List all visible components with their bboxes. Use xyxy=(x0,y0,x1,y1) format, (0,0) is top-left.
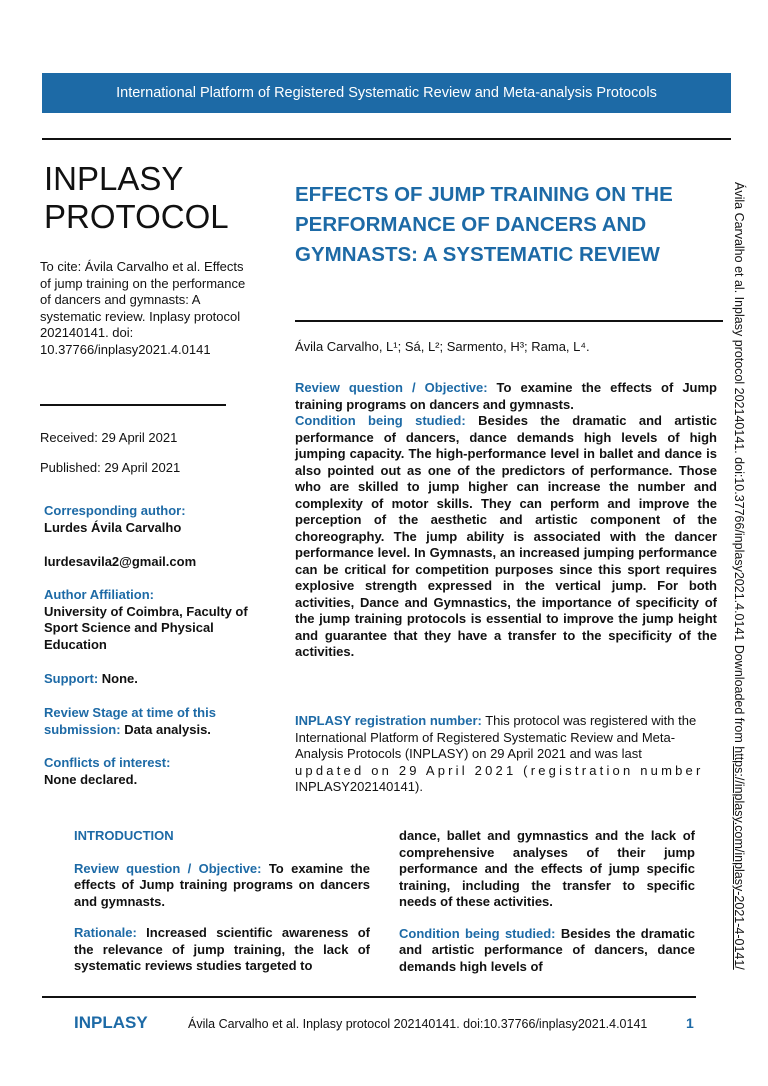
download-note-text: Ávila Carvalho et al. Inplasy protocol 202140141. doi:10.37766/inplasy2021.4.0141 Downloaded from xyxy=(732,182,746,747)
author-affiliation xyxy=(44,587,256,653)
abstract xyxy=(295,380,717,661)
author-email[interactable]: lurdesavila2@gmail.com xyxy=(44,554,197,569)
conflicts xyxy=(44,755,256,788)
rq-label: Review question / Objective: xyxy=(295,380,488,395)
published-date: Published: 29 April 2021 xyxy=(40,460,181,475)
review-stage xyxy=(44,705,256,738)
received-date: Received: 29 April 2021 xyxy=(40,430,178,445)
condition-text: Besides the dramatic and artistic performance of dancers, dance demands high levels of high jumping capacity. The high-performance level in ballet and dance is also pointed out as one of the predictors of performance. Those who are skilled to jump higher can increase the number and complexity of motor skills. They can perform and improve the perception of the aesthetic and artistic component of the choreography. The jump ability is associated with the dancer performance level. In Gymnasts, an increased jumping performance can be critical for competition purposes since this sport requires explosive strength expressed in the vertical jump. For both activities, Dance and Gymnastics, the importance of specificity of the jump training protocols is essential to improve the jump height and guarantee that they have a transfer to the specificity of the activities. xyxy=(295,413,717,659)
stage-label: Review Stage at time of this submission: xyxy=(44,705,216,737)
protocol-brand xyxy=(44,160,229,236)
footer-brand: INPLASY xyxy=(74,1013,148,1032)
rationale-label: Rationale: xyxy=(74,925,137,940)
intro-rq xyxy=(74,861,370,911)
registration-label: INPLASY registration number: xyxy=(295,713,482,728)
intro-condition xyxy=(399,926,695,976)
condition-label: Condition being studied: xyxy=(295,413,466,428)
stage-text: Data analysis. xyxy=(120,721,211,737)
corresponding-name: Lurdes Ávila Carvalho xyxy=(44,519,182,535)
brand-line-1: INPLASY xyxy=(44,160,184,197)
affiliation-label: Author Affiliation: xyxy=(44,587,154,602)
registration-updated: updated on 29 April 2021 (registration number xyxy=(295,762,704,778)
support xyxy=(44,671,256,688)
conflicts-text: None declared. xyxy=(44,771,138,787)
header-divider xyxy=(42,138,731,140)
intro-right-column xyxy=(399,828,695,990)
citation: To cite: Ávila Carvalho et al. Effects of jump training on the performance of dancers and gymnasts: A systematic review. Inplasy protocol 202140141. doi: 10.37766/inplasy2021.4.0141 xyxy=(40,259,246,357)
brand-line-2: PROTOCOL xyxy=(44,198,229,235)
title-divider xyxy=(295,320,723,322)
affiliation-text: University of Coimbra, Faculty of Sport Science and Physical Education xyxy=(44,603,248,652)
registration-text: This protocol was registered with the International Platform of Registered Systematic Review and Meta-Analysis Protocols (INPLASY) on 29 April 2021 and was last xyxy=(295,713,697,761)
intro-condition-text: Besides the dramatic and artistic performance of dancers, dance demands high levels of xyxy=(399,925,695,974)
rationale-text: Increased scientific awareness of the relevance of jump training, the lack of systematic reviews studies targeted to xyxy=(74,925,370,973)
authors: Ávila Carvalho, L¹; Sá, L²; Sarmento, H³; Rama, L⁴. xyxy=(295,339,590,354)
header-banner: International Platform of Registered Systematic Review and Meta-analysis Protocols xyxy=(42,73,731,113)
footer-citation: Ávila Carvalho et al. Inplasy protocol 202140141. doi:10.37766/inplasy2021.4.0141 xyxy=(188,1017,648,1031)
corresponding-label: Corresponding author: xyxy=(44,503,186,518)
sidebar-divider xyxy=(40,404,226,406)
registration-number: INPLASY202140141). xyxy=(295,779,423,794)
corresponding-author xyxy=(44,503,256,536)
download-link[interactable]: https://inplasy.com/inplasy-2021-4-0141/ xyxy=(732,746,746,970)
intro-right-paragraph: dance, ballet and gymnastics and the lack of comprehensive analyses of their jump performance and the effects of jump specific training, including the transfer to specific needs of these activities. xyxy=(399,828,695,909)
support-text: None. xyxy=(98,671,138,686)
rq-text: To examine the effects of Jump training programs on dancers and gymnasts. xyxy=(295,380,717,412)
download-note xyxy=(732,182,746,970)
page-number: 1 xyxy=(686,1015,694,1031)
support-label: Support: xyxy=(44,671,99,686)
paper-title: EFFECTS OF JUMP TRAINING ON THE PERFORMANCE OF DANCERS AND GYMNASTS: A SYSTEMATIC REVIEW xyxy=(295,183,673,266)
intro-condition-label: Condition being studied: xyxy=(399,925,556,941)
intro-left-column xyxy=(74,828,370,990)
conflicts-label: Conflicts of interest: xyxy=(44,755,171,770)
intro-rationale xyxy=(74,925,370,975)
footer-divider xyxy=(42,996,696,998)
intro-heading: INTRODUCTION xyxy=(74,828,174,843)
registration xyxy=(295,713,717,796)
intro-rq-text: To examine the effects of Jump training programs on dancers and gymnasts. xyxy=(74,860,370,909)
intro-rq-label: Review question / Objective: xyxy=(74,860,262,876)
